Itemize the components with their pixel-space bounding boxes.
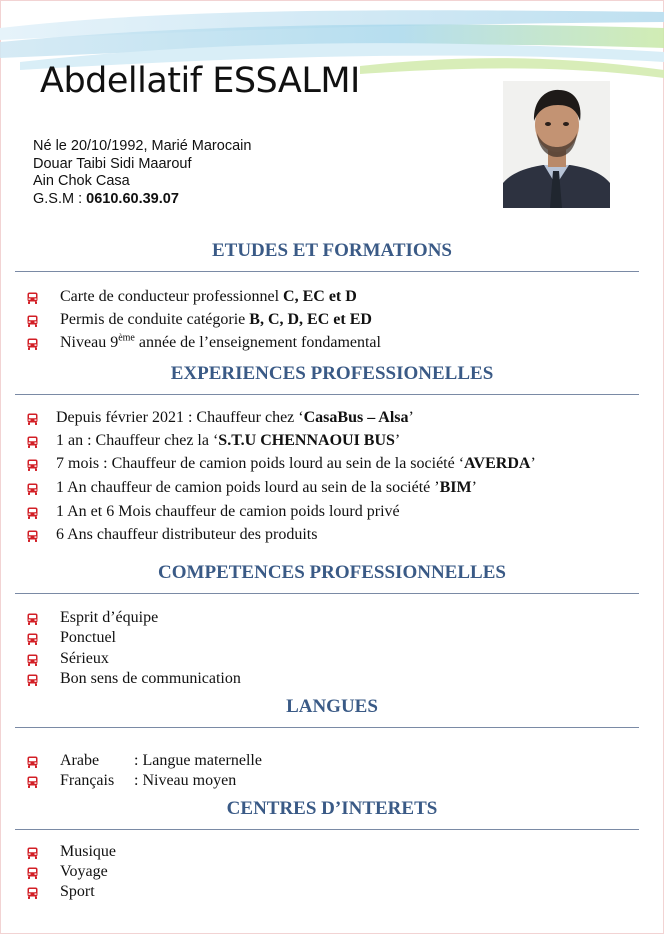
bus-icon bbox=[27, 483, 38, 495]
section-divider bbox=[15, 271, 639, 272]
language-level: : Niveau moyen bbox=[134, 772, 237, 789]
bus-icon bbox=[27, 413, 38, 425]
list-item: Ponctuel bbox=[60, 629, 116, 646]
bus-icon bbox=[27, 530, 38, 542]
bus-icon bbox=[27, 674, 38, 686]
section-title-education: ETUDES ET FORMATIONS bbox=[211, 240, 452, 261]
section-divider bbox=[15, 394, 639, 395]
bus-icon bbox=[27, 633, 38, 645]
personal-info bbox=[33, 138, 251, 208]
section-title-experience: EXPERIENCES PROFESSIONELLES bbox=[170, 363, 494, 384]
list-item: Voyage bbox=[60, 863, 108, 880]
language-name: Français bbox=[60, 772, 115, 789]
phone-label: G.S.M : bbox=[33, 190, 87, 207]
bus-icon bbox=[27, 847, 38, 859]
list-item: Bon sens de communication bbox=[60, 670, 241, 687]
bus-icon bbox=[27, 315, 38, 327]
phone-line bbox=[33, 191, 251, 209]
birth-info: Né le 20/10/1992, Marié Marocain bbox=[33, 138, 252, 154]
list-item: Esprit d’équipe bbox=[60, 609, 159, 626]
language-row bbox=[60, 751, 262, 771]
section-title-skills: COMPETENCES PROFESSIONNELLES bbox=[158, 562, 506, 583]
section-divider bbox=[15, 727, 639, 728]
address-line2: Ain Chok Casa bbox=[33, 173, 130, 189]
list-item: Sérieux bbox=[60, 650, 109, 667]
list-item: Carte de conducteur professionnel C, EC et D bbox=[60, 288, 357, 305]
language-level: : Langue maternelle bbox=[134, 752, 262, 769]
language-name: Arabe bbox=[60, 752, 100, 769]
list-item: 1 an : Chauffeur chez la ‘S.T.U CHENNAOUI BUS’ bbox=[56, 432, 401, 449]
list-item: Niveau 9ème année de l’enseignement fondamental bbox=[60, 332, 381, 351]
profile-photo bbox=[503, 81, 610, 208]
list-item: 1 An chauffeur de camion poids lourd au sein de la société ’BIM’ bbox=[56, 479, 477, 496]
list-item: Musique bbox=[60, 843, 116, 860]
bus-icon bbox=[27, 292, 38, 304]
section-title-interests: CENTRES D’INTERETS bbox=[226, 798, 438, 819]
section-title-languages: LANGUES bbox=[286, 696, 378, 717]
address-line1: Douar Taibi Sidi Maarouf bbox=[33, 155, 192, 172]
phone-number: 0610.60.39.07 bbox=[86, 190, 179, 207]
list-item: Sport bbox=[60, 883, 95, 900]
candidate-name: Abdellatif ESSALMI bbox=[40, 61, 360, 101]
bus-icon bbox=[27, 459, 38, 471]
bus-icon bbox=[27, 654, 38, 666]
bus-icon bbox=[27, 867, 38, 879]
language-row bbox=[60, 771, 236, 791]
bus-icon bbox=[27, 507, 38, 519]
section-divider bbox=[15, 593, 639, 594]
section-divider bbox=[15, 829, 639, 830]
bus-icon bbox=[27, 887, 38, 899]
list-item: 7 mois : Chauffeur de camion poids lourd au sein de la société ‘AVERDA’ bbox=[56, 455, 536, 472]
list-item: 6 Ans chauffeur distributeur des produits bbox=[56, 526, 318, 543]
list-item: Permis de conduite catégorie B, C, D, EC et ED bbox=[60, 311, 372, 328]
bus-icon bbox=[27, 613, 38, 625]
list-item: Depuis février 2021 : Chauffeur chez ‘CasaBus – Alsa’ bbox=[56, 409, 414, 426]
bus-icon bbox=[27, 776, 38, 788]
bus-icon bbox=[27, 436, 38, 448]
bus-icon bbox=[27, 338, 38, 350]
bus-icon bbox=[27, 756, 38, 768]
list-item: 1 An et 6 Mois chauffeur de camion poids lourd privé bbox=[56, 503, 400, 520]
